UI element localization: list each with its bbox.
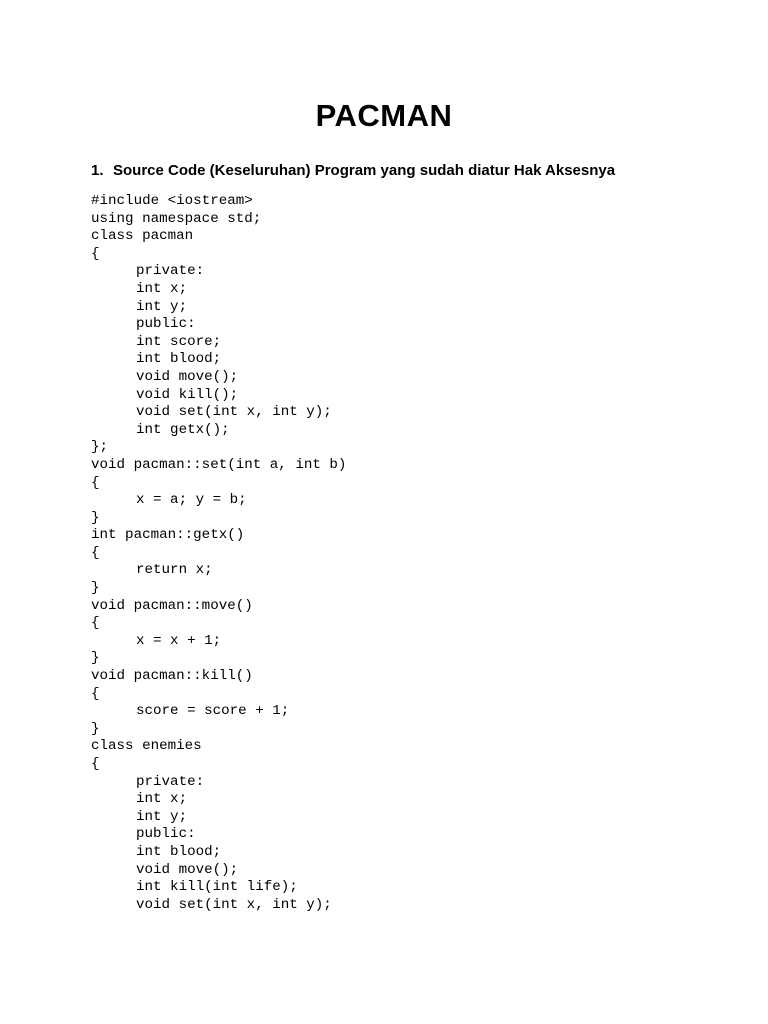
code-line: void move();: [136, 861, 239, 878]
code-line: {: [91, 685, 100, 702]
code-line: int y;: [136, 808, 188, 825]
code-line: class enemies: [91, 738, 202, 755]
code-line: {: [91, 245, 100, 262]
source-code-block: [91, 193, 751, 914]
code-line: #include <iostream>: [91, 193, 253, 209]
code-line: int blood;: [136, 351, 222, 368]
page-title: PACMAN: [315, 98, 453, 133]
code-line: void move();: [136, 368, 239, 385]
code-line: public:: [136, 316, 196, 333]
code-line: }: [91, 720, 100, 737]
code-line: void kill();: [136, 386, 239, 403]
code-line: public:: [136, 826, 196, 843]
code-line: int x;: [136, 280, 188, 297]
code-line: };: [91, 439, 109, 456]
code-line: }: [91, 509, 100, 526]
code-line: private:: [136, 773, 205, 790]
code-line: int kill(int life);: [136, 879, 298, 896]
code-line: x = a; y = b;: [136, 492, 247, 509]
section-heading-text: Source Code (Keseluruhan) Program yang sudah diatur Hak Aksesnya: [113, 162, 616, 179]
code-line: {: [91, 756, 100, 772]
code-line: void pacman::move(): [91, 597, 253, 614]
code-line: }: [91, 580, 100, 597]
code-line: private:: [136, 263, 205, 280]
code-line: int pacman::getx(): [91, 527, 245, 544]
code-line: void pacman::set(int a, int b): [91, 456, 347, 473]
code-line: int score;: [136, 333, 222, 350]
section-number: 1.: [91, 162, 104, 179]
code-line: }: [91, 650, 100, 667]
code-line: void pacman::kill(): [91, 668, 253, 685]
code-line: x = x + 1;: [136, 632, 222, 649]
code-line: class pacman: [91, 228, 194, 245]
section-heading: [91, 160, 751, 182]
code-line: {: [91, 474, 100, 491]
code-line: int x;: [136, 791, 188, 808]
code-line: void set(int x, int y);: [136, 896, 332, 913]
code-line: using namespace std;: [91, 210, 262, 227]
code-line: {: [91, 615, 100, 632]
code-line: int y;: [136, 298, 188, 315]
code-line: int getx();: [136, 421, 230, 438]
code-line: return x;: [136, 562, 213, 579]
code-line: int blood;: [136, 843, 222, 860]
code-line: {: [91, 544, 100, 561]
code-line: score = score + 1;: [136, 703, 290, 720]
code-line: void set(int x, int y);: [136, 404, 332, 421]
